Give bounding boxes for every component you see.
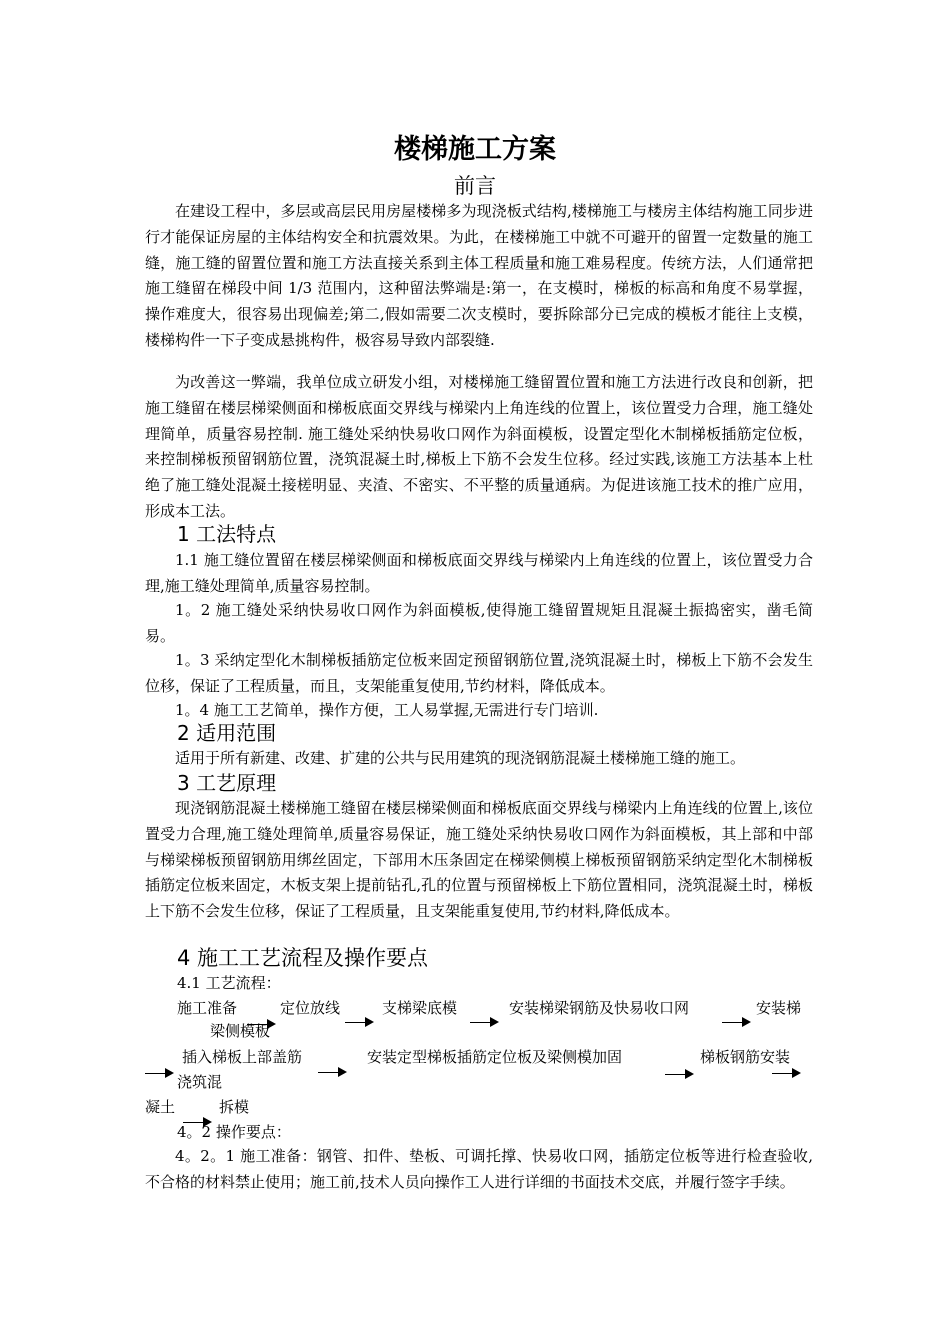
- flow-step-top-bars: 插入梯板上部盖筋: [182, 1048, 303, 1066]
- s4-2-1-text: 4。2。1 施工准备：钢管、扣件、垫板、可调托撑、快易收口网，插筋定位板等进行检查验收,不合格的材料禁止使用；施工前,技术人员向操作工人进行详细的书面技术交底，并履行签字手续。: [145, 1147, 813, 1191]
- flow-step-positioning-board: 安装定型梯板插筋定位板及梁侧模加固: [367, 1048, 623, 1066]
- s2-text: 适用于所有新建、改建、扩建的公共与民用建筑的现浇钢筋混凝土楼梯施工缝的施工。: [175, 749, 746, 767]
- flow-step-layout: 定位放线: [280, 999, 341, 1017]
- intro-paragraph-2: 为改善这一弊端，我单位成立研发小组，对楼梯施工缝留置位置和施工方法进行改良和创新，把施工缝留在楼层梯梁侧面和梯板底面交界线与梯梁内上角连线的位置上，该位置受力合理，施工缝处理简单，质量容易控制. 施工缝处采纳快易收口网作为斜面模板，设置定型化木制梯板插筋定位板，来控制梯板预留钢筋位置，浇筑混凝土时,梯板上下筋不会发生位移。经过实践,该施工方法基本上杜绝了施工缝处混凝土接槎明显、夹渣、不密实、不平整的质量通病。为促进该施工技术的推广应用，形成本工法。: [145, 373, 813, 520]
- document-title: 楼梯施工方案: [394, 134, 556, 165]
- section-1-heading: 1 工法特点: [177, 522, 277, 546]
- flow-arrow-2: [345, 1022, 372, 1023]
- flow-arrow-4: [722, 1022, 749, 1023]
- s1-item-3: 1。3 采纳定型化木制梯板插筋定位板来固定预留钢筋位置,浇筑混凝土时，梯板上下筋不会发生位移，保证了工程质量，而且，支架能重复使用,节约材料，降低成本。: [145, 651, 813, 695]
- flow-step-beam-bottom: 支梯梁底模: [382, 999, 458, 1017]
- flow-arrow-3: [470, 1022, 497, 1023]
- flow-step-install-b: 梁侧模板: [210, 1022, 271, 1040]
- s1-item-1: 1.1 施工缝位置留在楼层梯梁侧面和梯板底面交界线与梯梁内上角连线的位置上，该位置受力合理,施工缝处理简单,质量容易控制。: [145, 551, 813, 595]
- flow-step-prepare: 施工准备: [177, 999, 238, 1017]
- section-4-heading: 4 施工工艺流程及操作要点: [177, 946, 429, 970]
- flow-step-pour-b: 凝土: [145, 1098, 176, 1116]
- section-2-heading: 2 适用范围: [177, 721, 277, 745]
- s4-2-label: 4。2 操作要点：: [177, 1123, 291, 1141]
- s4-1-label: 4.1 工艺流程：: [177, 974, 281, 992]
- s1-item-2: 1。2 施工缝处采纳快易收口网作为斜面模板,使得施工缝留置规矩且混凝土振捣密实，凿毛简易。: [145, 601, 813, 645]
- flow-arrow-7: [665, 1074, 692, 1075]
- s3-text: 现浇钢筋混凝土楼梯施工缝留在楼层梯梁侧面和梯板底面交界线与梯梁内上角连线的位置上,该位置受力合理,施工缝处理简单,质量容易保证，施工缝处采纳快易收口网作为斜面模板，其上部和中部与梯梁梯板预留钢筋用绑丝固定，下部用木压条固定在梯梁侧模上梯板预留钢筋采纳定型化木制梯板插筋定位板来固定，木板支架上提前钻孔,孔的位置与预留梯板上下筋位置相同，浇筑混凝土时，梯板上下筋不会发生位移，保证了工程质量，且支架能重复使用,节约材料,降低成本。: [145, 799, 813, 921]
- preface-heading: 前言: [454, 174, 496, 198]
- flow-arrow-8: [772, 1073, 799, 1074]
- intro-paragraph-1: 在建设工程中，多层或高层民用房屋楼梯多为现浇板式结构,楼梯施工与楼房主体结构施工同步进行才能保证房屋的主体结构安全和抗震效果。为此，在楼梯施工中就不可避开的留置一定数量的施工缝，施工缝的留置位置和施工方法直接关系到主体工程质量和施工难易程度。传统方法，人们通常把施工缝留在梯段中间 1/3 范围内，这种留法弊端是:第一，在支模时，梯板的标高和角度不易掌握，操作难度大，很容易出现偏差;第二,假如需要二次支模时，要拆除部分已完成的模板才能往上支模，楼梯构件一下子变成悬挑构件，极容易导致内部裂缝.: [145, 202, 813, 349]
- flow-step-remove-formwork: 拆模: [219, 1098, 250, 1116]
- flow-arrow-6: [318, 1072, 345, 1073]
- s1-item-4: 1。4 施工工艺简单，操作方便，工人易掌握,无需进行专门培训.: [175, 701, 599, 719]
- flow-arrow-5: [145, 1073, 172, 1074]
- flow-step-slab-rebar: 梯板钢筋安装: [700, 1048, 791, 1066]
- flow-step-pour-a: 浇筑混: [177, 1073, 223, 1091]
- section-3-heading: 3 工艺原理: [177, 771, 277, 795]
- flow-step-beam-rebar: 安装梯梁钢筋及快易收口网: [509, 999, 690, 1017]
- flow-step-install-a: 安装梯: [756, 999, 802, 1017]
